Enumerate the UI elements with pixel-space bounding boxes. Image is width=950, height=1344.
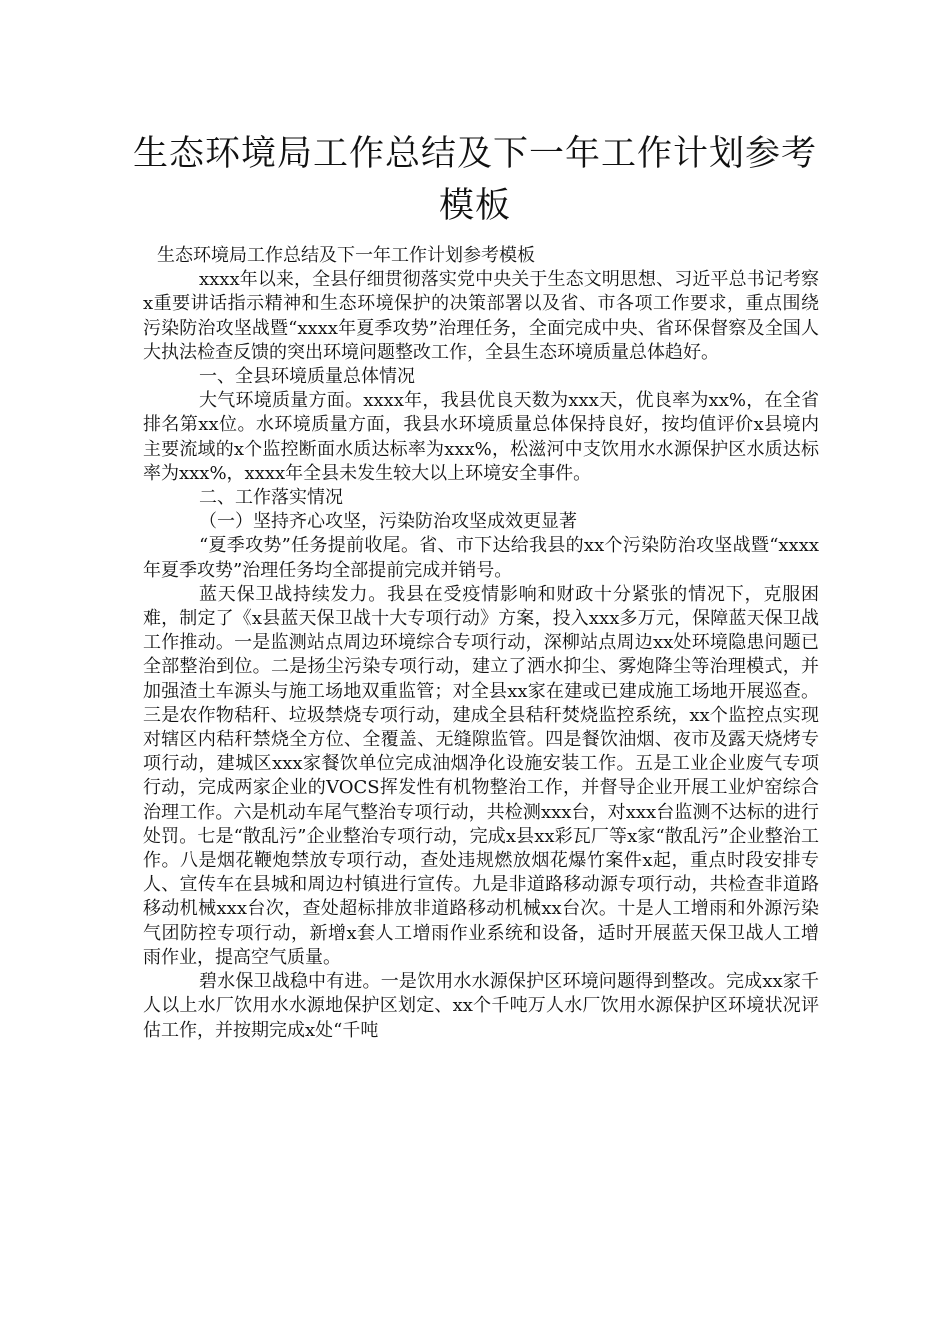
paragraph-air-water-quality: 大气环境质量方面。xxxx年，我县优良天数为xxx天，优良率为xx%，在全省排名第xx位。水环境质量方面，我县水环境质量总体保持良好，按均值评价x县境内主要流域的x个监控断面水质达标率为xxx%，松滋河中支饮用水水源保护区水质达标率为xxx%，xxxx年全县未发生较大以上环境安全事件。 — [143, 390, 819, 484]
paragraph-summer-campaign: “夏季攻势”任务提前收尾。省、市下达给我县的xx个污染防治攻坚战暨“xxxx年夏季攻势”治理任务均全部提前完成并销号。 — [143, 535, 819, 581]
document-body — [143, 244, 819, 1043]
subsection-heading-1: （一）坚持齐心攻坚，污染防治攻坚成效更显著 — [199, 511, 577, 533]
paragraph-blue-sky: 蓝天保卫战持续发力。我县在受疫情影响和财政十分紧张的情况下，克服困难，制定了《x县蓝天保卫战十大专项行动》方案，投入xxx多万元，保障蓝天保卫战工作推动。一是监测站点周边环境综合专项行动，深柳站点周边xx处环境隐患问题已全部整治到位。二是扬尘污染专项行动，建立了洒水抑尘、雾炮降尘等治理模式，并加强渣土车源头与施工场地双重监管；对全县xx家在建或已建成施工场地开展巡查。三是农作物秸秆、垃圾禁烧专项行动，建成全县秸秆焚烧监控系统，xx个监控点实现对辖区内秸秆禁烧全方位、全覆盖、无缝隙监管。四是餐饮油烟、夜市及露天烧烤专项行动，建城区xxx家餐饮单位完成油烟净化设施安装工作。五是工业企业废气专项行动，完成两家企业的VOCS挥发性有机物整治工作，并督导企业开展工业炉窑综合治理工作。六是机动车尾气整治专项行动，共检测xxx台，对xxx台监测不达标的进行处罚。七是“散乱污”企业整治专项行动，完成x县xx彩瓦厂等x家“散乱污”企业整治工作。八是烟花鞭炮禁放专项行动，查处违规燃放烟花爆竹案件x起，重点时段安排专人、宣传车在县城和周边村镇进行宣传。九是非道路移动源专项行动，共检查非道路移动机械xxx台次，查处超标排放非道路移动机械xx台次。十是人工增雨和外源污染气团防控专项行动，新增x套人工增雨作业系统和设备，适时开展蓝天保卫战人工增雨作业，提高空气质量。 — [143, 583, 819, 968]
section-heading-2: 二、工作落实情况 — [199, 487, 343, 509]
paragraph-clear-water: 碧水保卫战稳中有进。一是饮用水水源保护区环境问题得到整改。完成xx家千人以上水厂饮用水水源地保护区划定、xx个千吨万人水厂饮用水源保护区环境状况评估工作，并按期完成x处“千吨 — [143, 971, 819, 1041]
document-title: 生态环境局工作总结及下一年工作计划参考模板 — [132, 134, 817, 226]
section-heading-1: 一、全县环境质量总体情况 — [199, 366, 415, 388]
document-subtitle: 生态环境局工作总结及下一年工作计划参考模板 — [157, 245, 535, 266]
paragraph-intro: xxxx年以来，全县仔细贯彻落实党中央关于生态文明思想、习近平总书记考察x重要讲话指示精神和生态环境保护的决策部署以及省、市各项工作要求，重点围绕污染防治攻坚战暨“xxxx年夏季攻势”治理任务，全面完成中央、省环保督察及全国人大执法检查反馈的突出环境问题整改工作，全县生态环境质量总体趋好。 — [143, 269, 819, 363]
